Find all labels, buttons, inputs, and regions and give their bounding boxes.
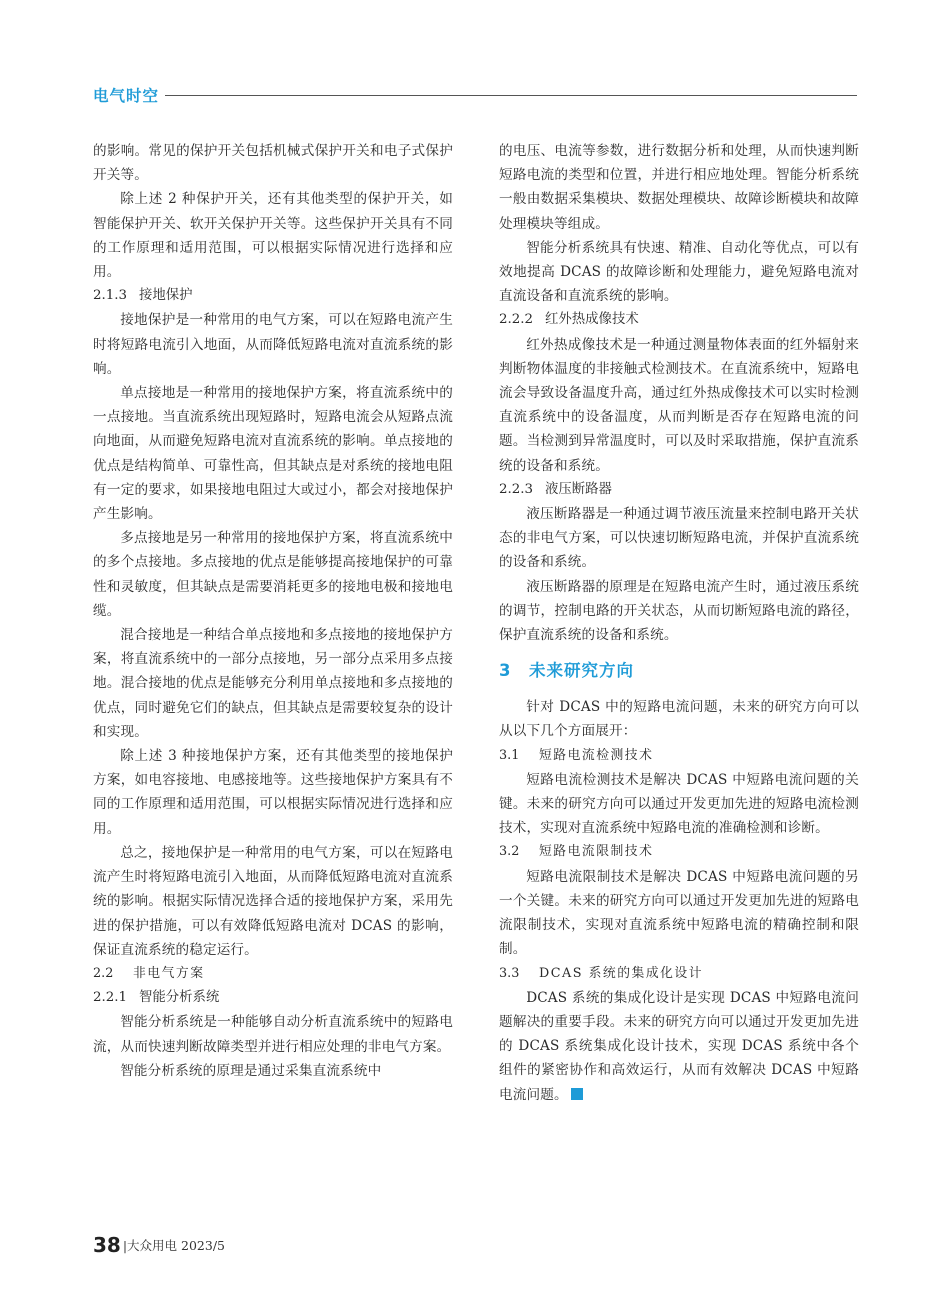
- paragraph-text: 智能分析系统具有快速、精准、自动化等优点，可以有效地提高 DCAS 的故障诊断和处理能力，避免短路电流对直流设备和直流系统的影响。: [499, 239, 859, 305]
- paragraph: [499, 502, 859, 575]
- paragraph-text: 智能分析系统是一种能够自动分析直流系统中的短路电流，从而快速判断故障类型并进行相应处理的非电气方案。: [93, 1014, 453, 1055]
- paragraph-text: 智能分析系统的原理是通过采集直流系统中: [120, 1062, 382, 1079]
- page-footer: [93, 1233, 225, 1257]
- subsection-heading: [499, 962, 859, 986]
- heading-number: 3.2: [499, 844, 520, 860]
- paragraph: [93, 1010, 453, 1058]
- right-column: [499, 139, 859, 1107]
- paragraph-text: 液压断路器的原理是在短路电流产生时，通过液压系统的调节，控制电路的开关状态，从而切断短路电流的路径，保护直流系统的设备和系统。: [499, 578, 859, 644]
- article-end-mark: [571, 1088, 583, 1100]
- section-heading: [499, 659, 859, 683]
- page-number: 38: [93, 1233, 121, 1257]
- heading-text: 短路电流检测技术: [539, 747, 654, 763]
- journal-section-title: 电气时空: [93, 87, 160, 105]
- heading-text: 短路电流限制技术: [539, 844, 654, 860]
- paragraph: [93, 526, 453, 623]
- heading-text: 液压断路器: [545, 481, 612, 497]
- paragraph-text: DCAS 系统的集成化设计是实现 DCAS 中短路电流问题解决的重要手段。未来的研究方向可以通过开发更加先进的 DCAS 系统集成化设计技术，实现 DCAS 系统中各个组件的紧密协作和高效运行，从而有效解决 DCAS 中短路电流问题。: [499, 989, 859, 1103]
- heading-number: 3.3: [499, 965, 520, 981]
- paragraph-text: 液压断路器是一种通过调节液压流量来控制电路开关状态的非电气方案，可以快速切断短路电流，并保护直流系统的设备和系统。: [499, 506, 859, 571]
- paragraph: [499, 986, 859, 1107]
- subsection-heading: [93, 962, 453, 986]
- paragraph-text: 红外热成像技术是一种通过测量物体表面的红外辐射来判断物体温度的非接触式检测技术。在直流系统中，短路电流会导致设备温度升高，通过红外热成像技术可以实时检测直流系统中的设备温度，从而判断是否存在短路电流的问题。当检测到异常温度时，可以及时采取措施，保护直流系统的设备和系统。: [499, 336, 859, 474]
- header-rule: [165, 95, 857, 96]
- paragraph: [499, 695, 859, 743]
- left-column: [93, 139, 453, 1083]
- paragraph-text: 接地保护是一种常用的电气方案，可以在短路电流产生时将短路电流引入地面，从而降低短路电流对直流系统的影响。: [93, 312, 453, 377]
- heading-number: 3.1: [499, 747, 520, 763]
- heading-number: 2.2.3: [499, 481, 534, 497]
- paragraph-text: 总之，接地保护是一种常用的电气方案，可以在短路电流产生时将短路电流引入地面，从而降低短路电流对直流系统的影响。根据实际情况选择合适的接地保护方案，采用先进的保护措施，可以有效降低短路电流对 DCAS 的影响，保证直流系统的稳定运行。: [93, 844, 453, 958]
- heading-text: 接地保护: [139, 288, 193, 304]
- paragraph: [93, 623, 453, 744]
- paragraph: [93, 841, 453, 962]
- paragraph: [499, 575, 859, 648]
- paragraph: [499, 236, 859, 309]
- paragraph: [93, 744, 453, 841]
- paragraph-text: 的电压、电流等参数，进行数据分析和处理，从而快速判断短路电流的类型和位置，并进行相应地处理。智能分析系统一般由数据采集模块、数据处理模块、故障诊断模块和故障处理模块等组成。: [499, 143, 859, 232]
- paragraph: [499, 333, 859, 478]
- heading-text: 红外热成像技术: [545, 312, 639, 328]
- paragraph-text: 除上述 3 种接地保护方案，还有其他类型的接地保护方案，如电容接地、电感接地等。这些接地保护方案具有不同的工作原理和适用范围，可以根据实际情况进行选择和应用。: [93, 748, 453, 837]
- subsubsection-heading: [499, 478, 859, 502]
- heading-number: 2.1.3: [93, 288, 128, 304]
- subsubsection-heading: [93, 284, 453, 308]
- heading-text: 未来研究方向: [529, 661, 634, 681]
- paragraph-text: 短路电流限制技术是解决 DCAS 中短路电流问题的另一个关键。未来的研究方向可以通过开发更加先进的短路电流限制技术，实现对直流系统中短路电流的精确控制和限制。: [499, 868, 859, 958]
- paragraph-text: 的影响。常见的保护开关包括机械式保护开关和电子式保护开关等。: [93, 143, 453, 184]
- paragraph: [499, 768, 859, 841]
- paragraph-text: 短路电流检测技术是解决 DCAS 中短路电流问题的关键。未来的研究方向可以通过开发更加先进的短路电流检测技术，实现对直流系统中短路电流的准确检测和诊断。: [499, 771, 859, 837]
- paragraph: [93, 308, 453, 381]
- subsection-heading: [499, 840, 859, 864]
- subsubsection-heading: [93, 986, 453, 1010]
- paragraph-text: 多点接地是另一种常用的接地保护方案，将直流系统中的多个点接地。多点接地的优点是能够提高接地保护的可靠性和灵敏度，但其缺点是需要消耗更多的接地电极和接地电缆。: [93, 530, 453, 619]
- paragraph-text: 除上述 2 种保护开关，还有其他类型的保护开关，如智能保护开关、软开关保护开关等。这些保护开关具有不同的工作原理和适用范围，可以根据实际情况进行选择和应用。: [93, 191, 453, 281]
- paragraph: [93, 381, 453, 526]
- heading-number: 2.2.1: [93, 990, 128, 1006]
- paragraph-text: 混合接地是一种结合单点接地和多点接地的接地保护方案，将直流系统中的一部分点接地，另一部分点采用多点接地。混合接地的优点是能够充分利用单点接地和多点接地的优点，同时避免它们的缺点，但其缺点是需要较复杂的设计和实现。: [93, 627, 453, 740]
- publication-info: |大众用电 2023/5: [122, 1238, 226, 1253]
- paragraph: [93, 139, 453, 187]
- running-header: [93, 84, 857, 106]
- paragraph: [499, 865, 859, 962]
- subsection-heading: [499, 744, 859, 768]
- paragraph-text: 单点接地是一种常用的接地保护方案，将直流系统中的一点接地。当直流系统出现短路时，短路电流会从短路点流向地面，从而避免短路电流对直流系统的影响。单点接地的优点是结构简单、可靠性高，但其缺点是对系统的接地电阻有一定的要求，如果接地电阻过大或过小，都会对接地保护产生影响。: [93, 385, 453, 523]
- heading-number: 2.2: [93, 965, 114, 981]
- heading-number: 3: [499, 661, 512, 681]
- heading-text: DCAS 系统的集成化设计: [539, 965, 704, 981]
- paragraph: [93, 187, 453, 284]
- paragraph-text: 针对 DCAS 中的短路电流问题，未来的研究方向可以从以下几个方面展开：: [499, 699, 859, 740]
- paragraph: [93, 1059, 453, 1083]
- heading-number: 2.2.2: [499, 312, 534, 328]
- paragraph: [499, 139, 859, 236]
- heading-text: 智能分析系统: [139, 990, 220, 1006]
- subsubsection-heading: [499, 308, 859, 332]
- heading-text: 非电气方案: [133, 965, 205, 981]
